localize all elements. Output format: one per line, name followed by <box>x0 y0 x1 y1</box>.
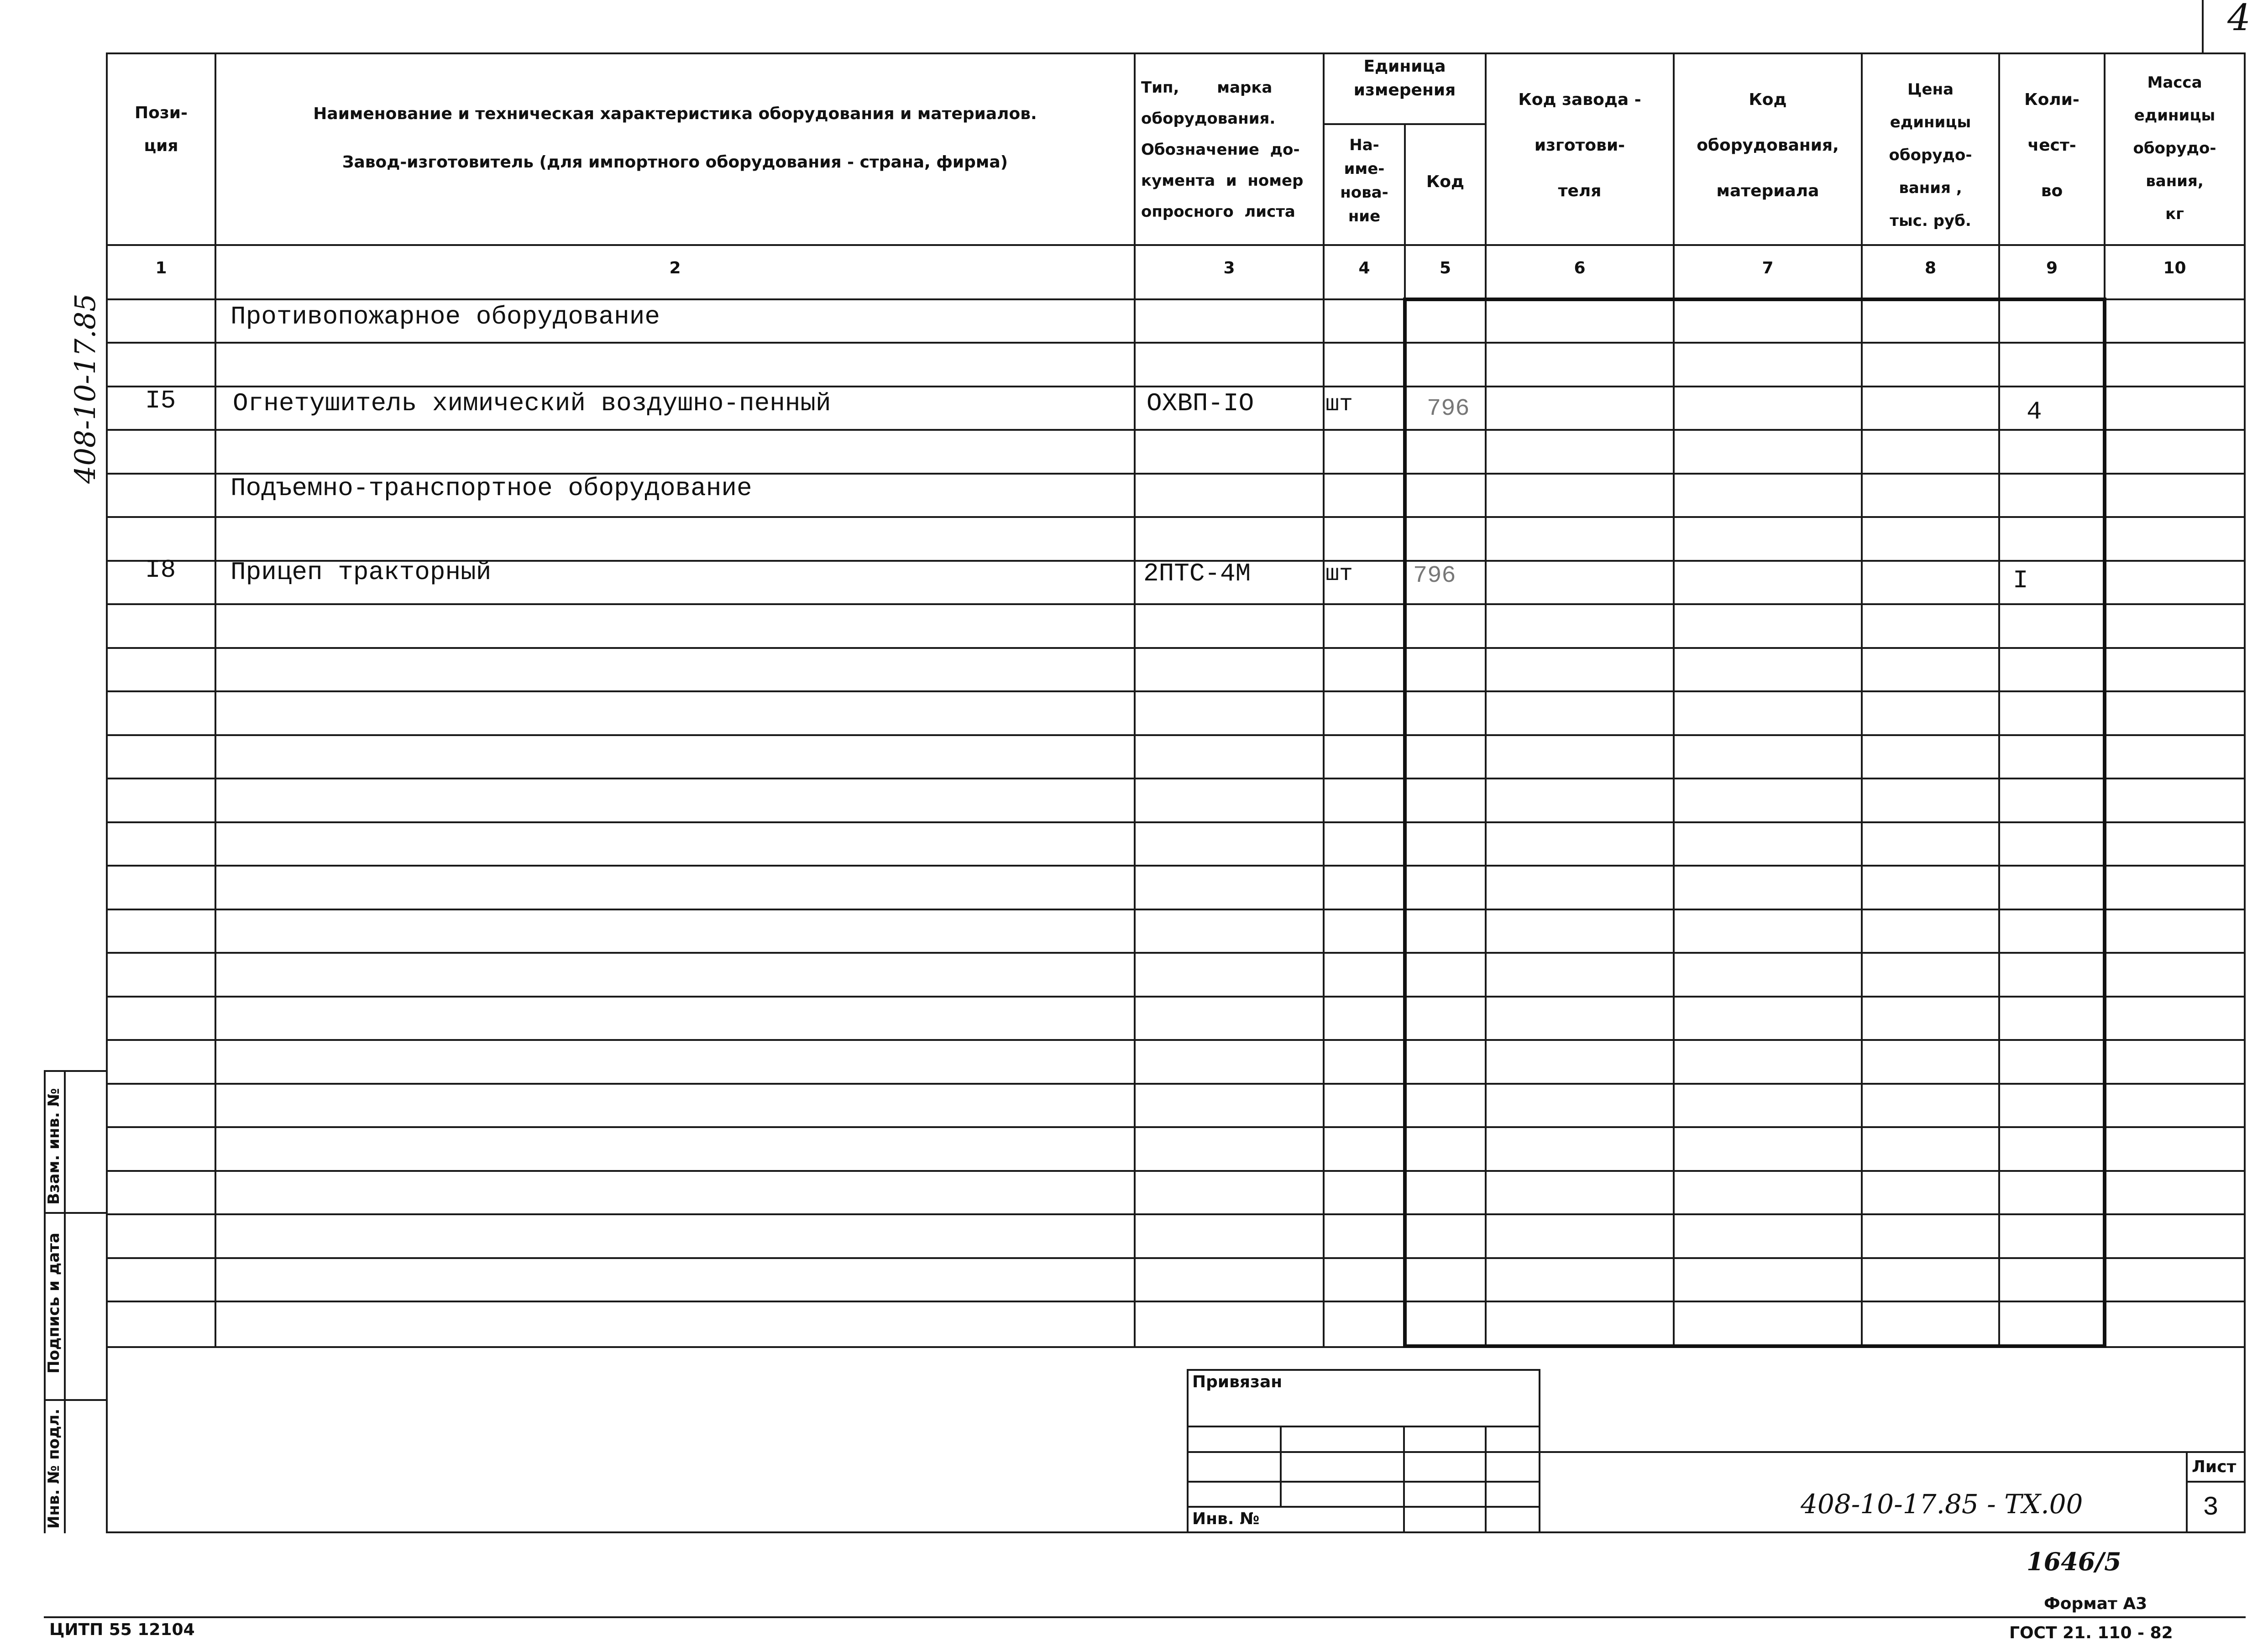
table-row-name: Огнетушитель химический воздушно-пенный <box>233 389 831 418</box>
table-row-unit: шт <box>1325 392 1353 418</box>
corner-sheet-number: 4 <box>2227 0 2251 39</box>
table-row-quantity: 4 <box>2027 397 2042 426</box>
column-number: 1 <box>155 259 167 277</box>
header-unit-group: Единица измерения <box>1353 57 1456 99</box>
binding-privyazan-label: Привязан <box>1192 1373 1283 1391</box>
header-mass: Масса единицы оборудо- вания, кг <box>2133 73 2216 223</box>
column-number: 6 <box>1574 259 1586 277</box>
stamp-vzam-inv: Взам. инв. № <box>45 1088 63 1205</box>
table-row-unit-code: 796 <box>1427 395 1470 422</box>
binding-inv-label: Инв. № <box>1192 1510 1260 1528</box>
table-row-position: I5 <box>145 386 176 415</box>
header-equipment-code: Код оборудования, материала <box>1697 90 1839 200</box>
column-number: 4 <box>1358 259 1370 277</box>
handwritten-number: 1646/5 <box>2027 1547 2121 1576</box>
side-document-code: 408-10-17.85 <box>68 293 102 484</box>
column-number: 8 <box>1924 259 1937 277</box>
table-row-section-name: Подъемно-транспортное оборудование <box>230 474 752 503</box>
table-row-position: I8 <box>145 555 176 585</box>
column-number: 9 <box>2046 259 2058 277</box>
table-row-quantity: I <box>2013 566 2028 595</box>
table-row-unit-code: 796 <box>1413 562 1456 589</box>
stamp-podpis-data: Подпись и дата <box>45 1233 63 1374</box>
column-number: 5 <box>1439 259 1451 277</box>
table-row-name: Прицеп тракторный <box>230 558 492 587</box>
footer-ctip-code: ЦИТП 55 12104 <box>49 1620 195 1639</box>
column-number: 2 <box>669 259 681 277</box>
header-type: Тип, марка оборудования. Обозначение до- кумента и номер опросного листа <box>1141 78 1304 221</box>
header-name-line2: Завод-изготовитель (для импортного оборудования - страна, фирма) <box>342 153 1008 172</box>
column-number: 7 <box>1762 259 1774 277</box>
header-position: Пози- ция <box>135 104 188 155</box>
table-row-type: 2ПТС-4М <box>1143 559 1251 588</box>
title-sheet-number: 3 <box>2203 1493 2219 1523</box>
header-quantity: Коли- чест- во <box>2024 90 2079 200</box>
header-unit-code: Код <box>1426 172 1465 191</box>
title-sheet-label: Лист <box>2192 1458 2237 1476</box>
footer-gost: ГОСТ 21. 110 - 82 <box>2009 1624 2173 1642</box>
table-row-type: ОХВП-IO <box>1147 389 1254 418</box>
header-price: Цена единицы оборудо- вания , тыс. руб. <box>1889 80 1972 230</box>
footer-format: Формат А3 <box>2044 1594 2148 1613</box>
header-unit-name: На- име- нова- ние <box>1340 136 1388 225</box>
column-number: 3 <box>1223 259 1235 277</box>
stamp-inv-podl: Инв. № подл. <box>45 1408 63 1529</box>
footer-line <box>44 1616 2246 1618</box>
column-number: 10 <box>2163 259 2186 277</box>
table-row-unit: шт <box>1325 561 1353 587</box>
title-document-code: 408-10-17.85 - ТХ.00 <box>1801 1489 2083 1520</box>
header-plant-code: Код завода - изготови- теля <box>1518 90 1641 200</box>
header-name-line1: Наименование и техническая характеристика оборудования и материалов. <box>313 104 1037 123</box>
table-row-section-name: Противопожарное оборудование <box>230 302 660 331</box>
